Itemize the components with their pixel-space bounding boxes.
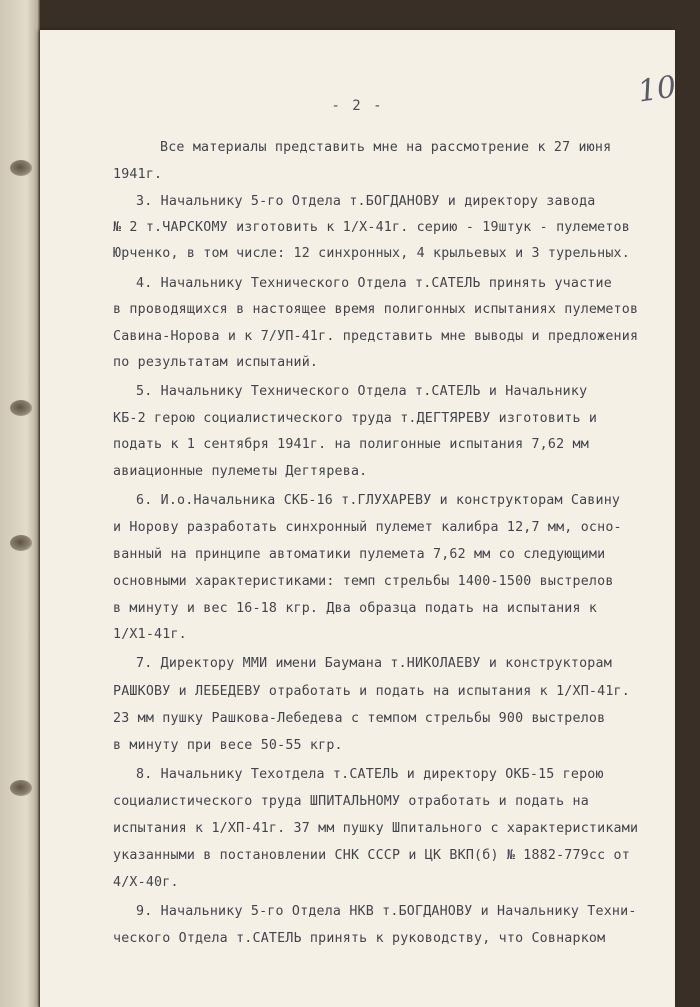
handwritten-folio-number: 10 [635,69,679,110]
text-line: подать к 1 сентября 1941г. на полигонные испытания 7,62 мм [113,437,589,452]
text-line: основными характеристиками: темп стрельбы 1400-1500 выстрелов [113,574,614,589]
text-line: в проводящихся в настоящее время полигонных испытаниях пулеметов [113,302,639,317]
text-line: по результатам испытаний. [113,355,319,370]
text-line: и Норову разработать синхронный пулемет калибра 12,7 мм, осно- [113,520,622,535]
text-line: 9. Начальнику 5-го Отдела НКВ т.БОГДАНОВУ и Начальнику Техни- [136,904,637,919]
text-line: Юрченко, в том числе: 12 синхронных, 4 крыльевых и 3 турельных. [113,246,630,261]
text-line: испытания к 1/ХП-41г. 37 мм пушку Шпитального с характеристиками [113,821,639,836]
page-number: - 2 - [331,98,384,114]
text-line: 4/Х-40г. [113,875,179,890]
punch-hole-icon [10,535,32,551]
text-line: 8. Начальнику Техотдела т.САТЕЛЬ и директору ОКБ-15 герою [136,767,604,782]
punch-hole-icon [10,400,32,416]
text-line: 1/Х1-41г. [113,627,187,642]
text-line: ческого Отдела т.САТЕЛЬ принять к руководству, что Совнарком [113,931,606,946]
text-line: 4. Начальнику Технического Отдела т.САТЕЛЬ принять участие [136,276,612,291]
document-page [40,30,679,1007]
punch-hole-icon [10,160,32,176]
text-line: № 2 т.ЧАРСКОМУ изготовить к 1/Х-41г. серию - 19штук - пулеметов [113,220,630,235]
text-line: в минуту при весе 50-55 кгр. [113,738,343,753]
text-line: 5. Начальнику Технического Отдела т.САТЕЛЬ и Начальнику [136,384,588,399]
text-line: авиационные пулеметы Дегтярева. [113,464,368,479]
text-line: указанными в постановлении СНК СССР и ЦК ВКП(б) № 1882-779сс от [113,848,630,863]
text-line: ванный на принципе автоматики пулемета 7,62 мм со следующими [113,547,606,562]
punch-hole-icon [10,780,32,796]
text-line: 23 мм пушку Рашкова-Лебедева с темпом стрельбы 900 выстрелов [113,711,606,726]
text-line: 3. Начальнику 5-го Отдела т.БОГДАНОВУ и директору завода [136,194,596,209]
text-line: Савина-Норова и к 7/УП-41г. представить мне выводы и предложения [113,329,639,344]
text-line: 7. Директору ММИ имени Баумана т.НИКОЛАЕВУ и конструкторам [136,656,612,671]
text-line: КБ-2 герою социалистического труда т.ДЕГТЯРЕВУ изготовить и [113,411,598,426]
text-line: социалистического труда ШПИТАЛЬНОМУ отработать и подать на [113,794,589,809]
text-line: Все материалы представить мне на рассмотрение к 27 июня [160,140,612,155]
text-line: РАШКОВУ и ЛЕБЕДЕВУ отработать и подать на испытания к 1/ХП-41г. [113,684,630,699]
text-line: 1941г. [113,167,163,182]
text-line: в минуту и вес 16-18 кгр. Два образца подать на испытания к [113,601,598,616]
previous-page-edge [0,0,39,1007]
text-line: 6. И.о.Начальника СКБ-16 т.ГЛУХАРЕВУ и конструкторам Савину [136,493,621,508]
